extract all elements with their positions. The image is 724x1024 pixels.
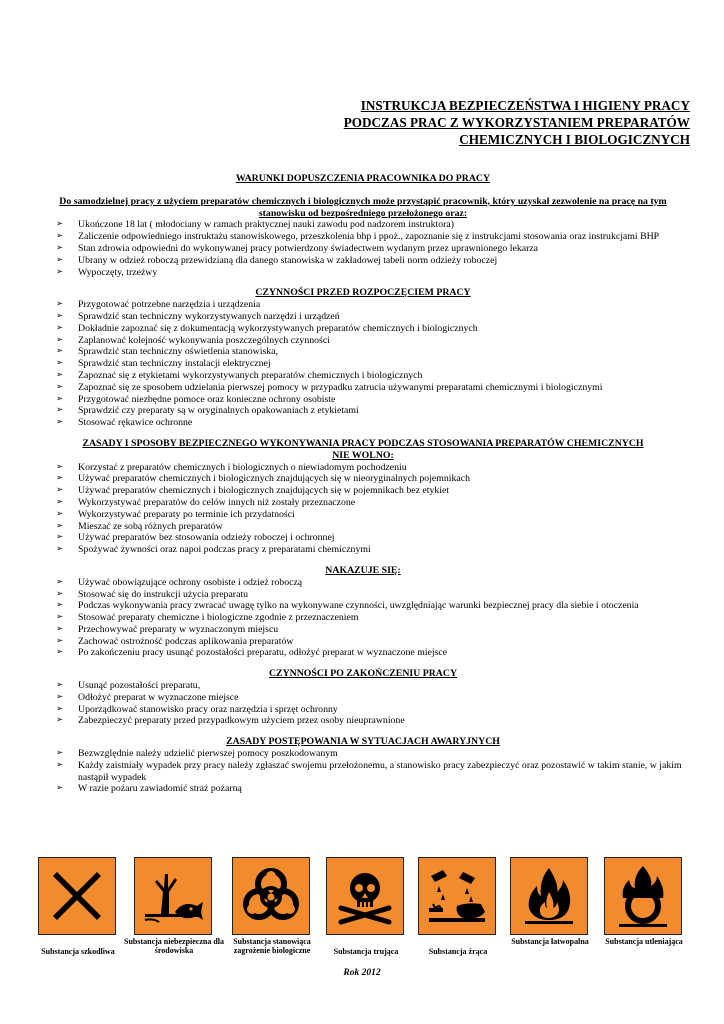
list-item: ➢ Podczas wykonywania pracy zwracać uwagę tylko na wykonywane czynności, uwzględniając warunki bezpiecznej pracy dla siebie i otoczenia — [78, 600, 688, 612]
list-item: ➢ Stosować rękawice ochronne — [78, 417, 688, 429]
list-item: ➢ Używać preparatów chemicznych i biologicznych znajdujących się w pojemnikach bez etykiet — [78, 485, 688, 497]
after-work-list — [38, 680, 688, 727]
list-item: ➢ Odłożyć preparat w wyznaczone miejsce — [78, 692, 688, 704]
title-line-3: CHEMICZNYCH I BIOLOGICZNYCH — [459, 132, 690, 147]
list-item: ➢ Zaplanować kolejność wykonywania poszczególnych czynności — [78, 335, 688, 347]
list-item: ➢ Zaliczenie odpowiedniego instruktażu stanowiskowego, przeszkolenia bhp i ppoż., zapoznanie się z instrukcjami stosowania oraz instrukcjami BHP — [78, 231, 688, 243]
hazard-label-toxic: Substancja trująca — [333, 947, 399, 956]
list-item: ➢ Korzystać z preparatów chemicznych i biologicznych o niewiadomym pochodzeniu — [78, 462, 688, 474]
environment-hazard-icon — [139, 862, 207, 930]
title-line-1: INSTRUKCJA BEZPIECZEŃSTWA I HIGIENY PRACY — [360, 98, 690, 113]
corrosive-icon — [423, 862, 491, 930]
hazard-label-biohazard: Substancja stanowiąca zagrożenie biologiczne — [233, 937, 311, 956]
hazard-label-harmful: Substancja szkodliwa — [41, 947, 115, 956]
emergency-list — [38, 748, 688, 795]
hazard-label-oxidizing: Substancja utleniająca — [605, 937, 683, 946]
list-item: ➢ Zapoznać się ze sposobem udzielania pierwszej pomocy w przypadku zatrucia używanymi preparatami chemicznymi i biologicznymi — [78, 382, 688, 394]
list-item: ➢ Stan zdrowia odpowiedni do wykonywanej pracy potwierdzony świadectwem wydanym przez uprawnionego lekarza — [78, 243, 688, 255]
prohibitions-list — [38, 462, 688, 556]
harmful-x-icon — [43, 862, 111, 930]
list-item: ➢ Stosować preparaty chemiczne i biologiczne zgodnie z przeznaczeniem — [78, 612, 688, 624]
obligations-list — [38, 577, 688, 660]
list-item: ➢ Stosować się do instrukcji użycia preparatu — [78, 589, 688, 601]
list-item: ➢ W razie pożaru zawiadomić straż pożarną — [78, 783, 688, 795]
title-line-2: PODCZAS PRAC Z WYKORZYSTANIEM PREPARATÓW — [343, 115, 690, 130]
hazard-symbol-corrosive — [418, 857, 498, 956]
emergency-heading: ZASADY POSTĘPOWANIA W SYTUACJACH AWARYJNYCH — [226, 736, 500, 748]
list-item: ➢ Usunąć pozostałości preparatu, — [78, 680, 688, 692]
list-item: ➢ Używać preparatów chemicznych i biologicznych znajdujących się w nieoryginalnych pojemnikach — [78, 473, 688, 485]
hazard-symbol-harmful — [38, 857, 118, 956]
safe-methods-heading-line-1: ZASADY I SPOSOBY BEZPIECZNEGO WYKONYWANIA PRACY PODCZAS STOSOWANIA PREPARATÓW CHEMICZNYCH — [82, 437, 644, 449]
hazard-symbols — [38, 857, 690, 977]
admission-intro-line-1: Do samodzielnej pracy z użyciem preparatów chemicznych i biologicznych może przystąpić pracownik, który uzyskał zezwolenie na pracę na tym — [59, 195, 667, 207]
list-item: ➢ Zapoznać się z etykietami wykorzystywanych preparatów chemicznych i biologicznych — [78, 370, 688, 382]
list-item: ➢ Zachować ostrożność podczas aplikowania preparatów — [78, 636, 688, 648]
document-year: Rok 2012 — [343, 968, 381, 978]
obligations-heading: NAKAZUJE SIĘ: — [325, 564, 401, 576]
skull-crossbones-icon — [331, 862, 399, 930]
before-work-heading: CZYNNOŚCI PRZED ROZPOCZĘCIEM PRACY — [255, 287, 471, 299]
list-item: ➢ Dokładnie zapoznać się z dokumentacją wykorzystywanych preparatów chemicznych i biologicznych — [78, 323, 688, 335]
hazard-symbol-toxic — [326, 857, 406, 956]
list-item: ➢ Używać obowiązujące ochrony osobiste i odzież roboczą — [78, 577, 688, 589]
list-item: ➢ Spożywać żywności oraz napoi podczas pracy z preparatami chemicznymi — [78, 544, 688, 556]
list-item: ➢ Wykorzystywać preparatów do celów innych niż zostały przeznaczone — [78, 497, 688, 509]
list-item: ➢ Bezwzględnie należy udzielić pierwszej pomocy poszkodowanym — [78, 748, 688, 760]
list-item: ➢ Sprawdzić stan techniczny oświetlenia stanowiska, — [78, 346, 688, 358]
hazard-symbol-environment — [124, 857, 225, 956]
document-title — [270, 97, 690, 148]
list-item: ➢ Ukończone 18 lat ( młodociany w ramach praktycznej nauki zawodu pod nadzorem instruktora) — [78, 219, 688, 231]
admission-heading: WARUNKI DOPUSZCZENIA PRACOWNIKA DO PRACY — [235, 173, 491, 184]
list-item: ➢ Po zakończeniu pracy usunąć pozostałości preparatu, odłożyć preparat w wyznaczone miejsce — [78, 647, 688, 659]
list-item: ➢ Sprawdzić czy preparaty są w oryginalnych opakowaniach z etykietami — [78, 405, 688, 417]
biohazard-icon — [237, 862, 305, 930]
list-item: ➢ Przygotować potrzebne narzędzia i urządzenia — [78, 299, 688, 311]
hazard-label-flammable: Substancja łatwopalna — [511, 937, 589, 946]
list-item: ➢ Mieszać ze sobą różnych preparatów — [78, 521, 688, 533]
list-item: ➢ Uporządkować stanowisko pracy oraz narzędzia i sprzęt ochronny — [78, 704, 688, 716]
list-item: ➢ Wykorzystywać preparaty po terminie ich przydatności — [78, 509, 688, 521]
instruction-content — [38, 173, 688, 795]
list-item: ➢ Przygotować niezbędne pomoce oraz konieczne ochrony osobiste — [78, 394, 688, 406]
safe-methods-heading — [38, 438, 688, 462]
after-work-heading: CZYNNOŚCI PO ZAKOŃCZENIU PRACY — [268, 668, 458, 680]
list-item: ➢ Wypoczęty, trzeźwy — [78, 267, 688, 279]
list-item: ➢ Używać preparatów bez stosowania odzieży roboczej i ochronnej — [78, 532, 688, 544]
flame-over-circle-icon — [609, 862, 677, 930]
hazard-symbol-oxidizing — [604, 857, 684, 946]
list-item: ➢ Każdy zaistniały wypadek przy pracy należy zgłaszać swojemu przełożonemu, a stanowisko pracy zabezpieczyć oraz pozostawić w takim stanie, w jakim nastąpił wypadek — [78, 760, 688, 784]
list-item: ➢ Sprawdzić stan techniczny wykorzystywanych narzędzi i urządzeń — [78, 311, 688, 323]
admission-list — [38, 219, 688, 278]
list-item: ➢ Zabezpieczyć preparaty przed przypadkowym użyciem przez osoby nieuprawnione — [78, 715, 688, 727]
list-item: ➢ Sprawdzić stan techniczny instalacji elektrycznej — [78, 358, 688, 370]
hazard-label-corrosive: Substancja żrąca — [428, 947, 488, 956]
hazard-symbol-biohazard — [232, 857, 312, 955]
safe-methods-heading-line-2: NIE WOLNO: — [332, 449, 394, 461]
flame-icon — [515, 862, 583, 930]
before-work-list — [38, 299, 688, 429]
hazard-symbol-flammable — [510, 857, 590, 946]
list-item: ➢ Ubrany w odzież roboczą przewidzianą dla danego stanowiska w zakładowej tabeli norm odzieży roboczej — [78, 255, 688, 267]
list-item: ➢ Przechowywać preparaty w wyznaczonym miejscu — [78, 624, 688, 636]
hazard-label-environment: Substancja niebezpieczna dla środowiska — [124, 937, 225, 956]
admission-intro-line-2: stanowisku od bezpośredniego przełożonego oraz: — [258, 207, 468, 219]
admission-intro — [38, 196, 688, 220]
